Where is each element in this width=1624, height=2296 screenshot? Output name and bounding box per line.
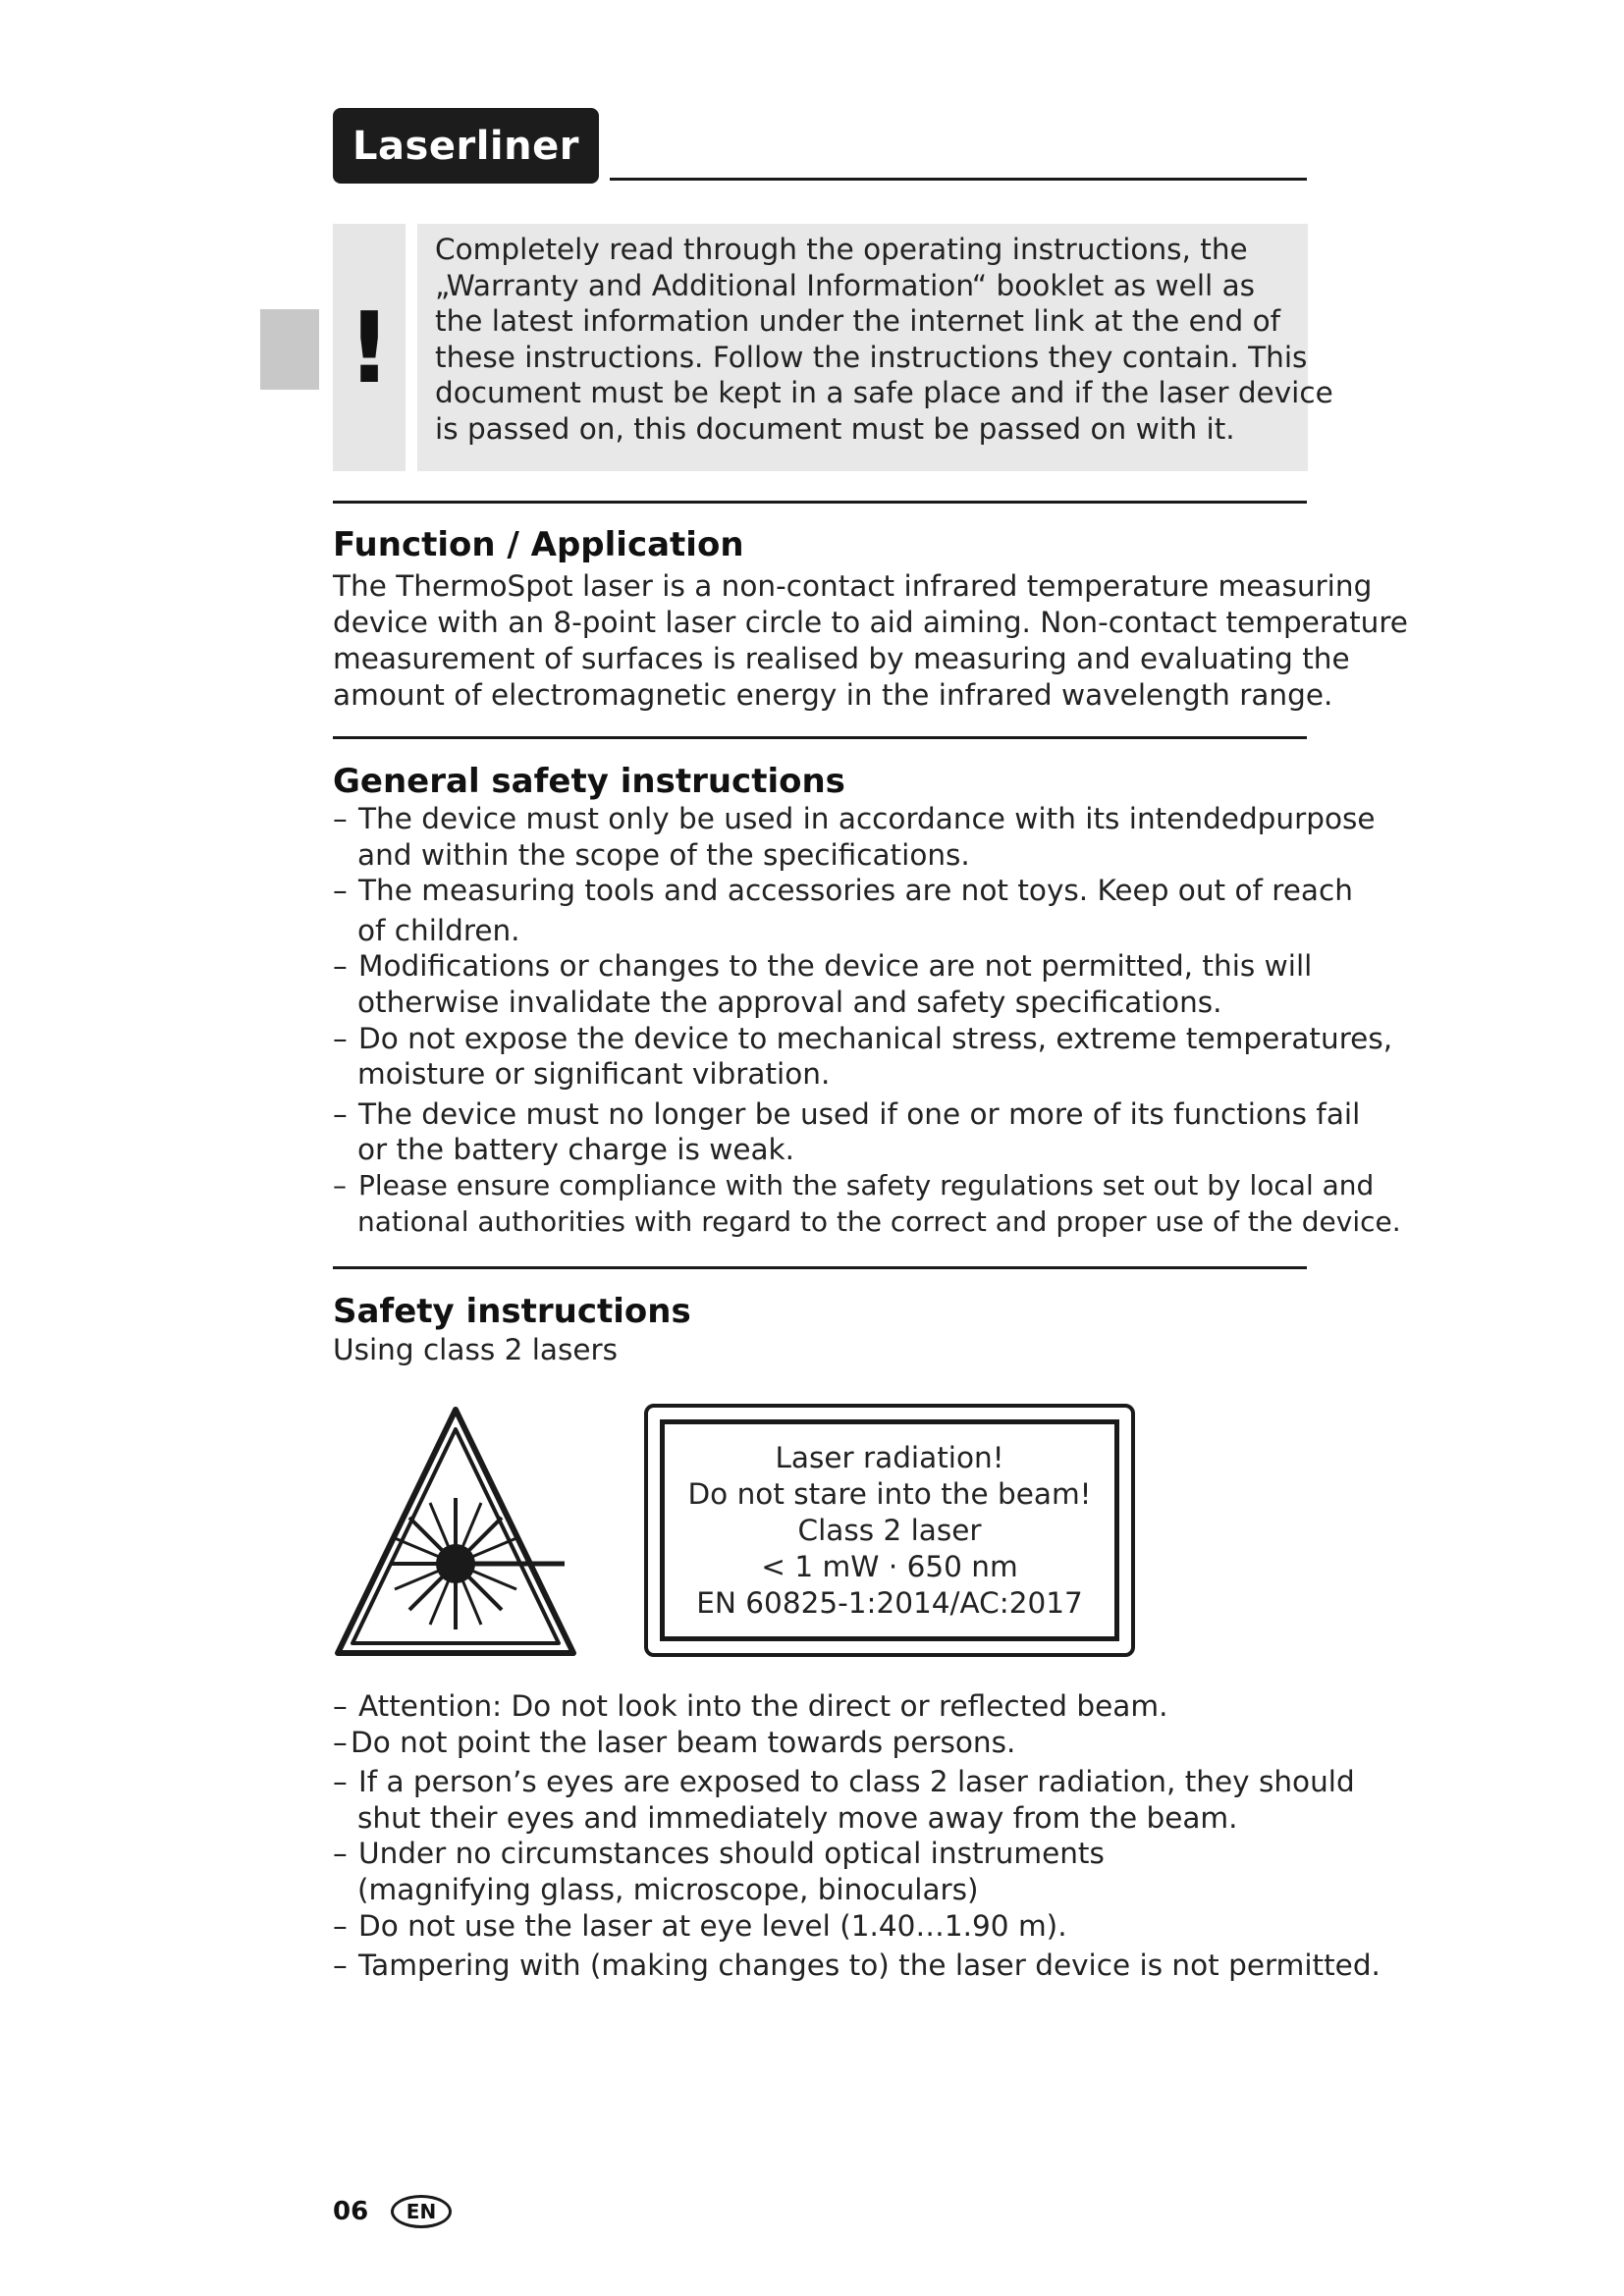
- function-line: measurement of surfaces is realised by measuring and evaluating the: [333, 642, 1350, 675]
- list-item-line: If a person’s eyes are exposed to class 2 laser radiation, they should: [358, 1765, 1355, 1799]
- notice-line: is passed on, this document must be passed on with it.: [435, 411, 1235, 446]
- list-item-line: Do not point the laser beam towards persons.: [351, 1725, 1016, 1759]
- list-item: [333, 1764, 1380, 1836]
- list-item-line: (magnifying glass, microscope, binoculars): [357, 1872, 979, 1906]
- notice-line: the latest information under the internet link at the end of: [435, 304, 1281, 339]
- list-item-line: Do not use the laser at eye level (1.40…1.90 m).: [358, 1908, 1067, 1943]
- notice-line: document must be kept in a safe place and if the laser device: [435, 376, 1333, 410]
- list-item: [333, 1688, 1380, 1725]
- list-item-line: The device must no longer be used if one or more of its functions fail: [358, 1096, 1361, 1131]
- list-item-line: or the battery charge is weak.: [357, 1133, 795, 1167]
- function-line: device with an 8-point laser circle to aid aiming. Non-contact temperature: [333, 606, 1408, 639]
- function-text: [333, 568, 1408, 714]
- safety-heading: Safety instructions: [333, 1292, 691, 1331]
- list-item-line: Modifications or changes to the device are not permitted, this will: [358, 949, 1313, 984]
- laser-warning-triangle-icon: [333, 1404, 578, 1661]
- list-dash: –: [333, 802, 348, 835]
- section-divider: [333, 501, 1307, 504]
- list-dash: –: [333, 1949, 348, 1983]
- list-item: [333, 1021, 1401, 1093]
- function-line: amount of electromagnetic energy in the infrared wavelength range.: [333, 678, 1333, 712]
- list-item-line: Do not expose the device to mechanical stress, extreme temperatures,: [358, 1021, 1393, 1055]
- list-dash: –: [333, 1021, 348, 1055]
- list-item-line: Under no circumstances should optical instruments: [358, 1837, 1105, 1871]
- function-line: The ThermoSpot laser is a non-contact infrared temperature measuring: [333, 569, 1373, 603]
- list-item: [333, 1948, 1380, 1984]
- list-item-line: Tampering with (making changes to) the laser device is not permitted.: [358, 1949, 1380, 1983]
- section-divider: [333, 1266, 1307, 1269]
- label-line: EN 60825-1:2014/AC:2017: [696, 1585, 1083, 1620]
- notice-line: „Warranty and Additional Information“ booklet as well as: [435, 268, 1256, 302]
- function-heading: Function / Application: [333, 525, 744, 564]
- list-item: [333, 801, 1401, 873]
- list-item: [333, 948, 1401, 1020]
- list-item-line: shut their eyes and immediately move away from the beam.: [357, 1800, 1238, 1835]
- list-dash: –: [333, 874, 348, 908]
- list-item-line: The device must only be used in accordance with its intendedpurpose: [358, 802, 1376, 835]
- list-dash: –: [333, 1908, 348, 1943]
- safety-subtitle: Using class 2 lasers: [333, 1333, 619, 1366]
- notice-box: [417, 224, 1333, 471]
- list-item: [333, 1725, 1380, 1761]
- list-dash: –: [333, 1765, 348, 1799]
- list-item: [333, 1096, 1401, 1168]
- list-item: [333, 1908, 1380, 1945]
- safety-list: [333, 1688, 1380, 1984]
- label-line: Do not stare into the beam!: [687, 1476, 1092, 1511]
- list-item: [333, 1836, 1380, 1907]
- general-safety-heading: General safety instructions: [333, 762, 845, 801]
- list-dash: –: [333, 1096, 348, 1131]
- list-dash: –: [333, 1689, 348, 1723]
- list-item-line: national authorities with regard to the correct and proper use of the device.: [357, 1204, 1401, 1238]
- label-line: < 1 mW · 650 nm: [761, 1549, 1018, 1583]
- list-dash: –: [333, 1168, 347, 1201]
- label-line: Class 2 laser: [797, 1513, 982, 1547]
- laser-class-label: [644, 1404, 1135, 1657]
- page-number: 06: [333, 2197, 369, 2226]
- list-item-line: moisture or significant vibration.: [357, 1057, 831, 1092]
- list-dash: –: [333, 1837, 348, 1871]
- list-item-line: Please ensure compliance with the safety regulations set out by local and: [358, 1168, 1375, 1201]
- section-divider: [333, 736, 1307, 739]
- list-item-line: and within the scope of the specifications.: [357, 837, 970, 872]
- notice-line: these instructions. Follow the instructions they contain. This: [435, 340, 1308, 374]
- list-item-line: The measuring tools and accessories are not toys. Keep out of reach: [358, 874, 1353, 908]
- header-rule: [610, 178, 1307, 181]
- warning-exclamation-icon: !: [333, 224, 406, 471]
- general-safety-list: [333, 801, 1401, 1240]
- list-item: [333, 1168, 1401, 1240]
- side-tab-marker: [260, 309, 319, 390]
- list-dash: –: [333, 949, 348, 984]
- notice-line: Completely read through the operating instructions, the: [435, 233, 1248, 266]
- list-item: [333, 873, 1401, 948]
- language-badge: EN: [391, 2195, 452, 2228]
- list-dash: –: [333, 1725, 348, 1759]
- label-line: Laser radiation!: [775, 1440, 1004, 1474]
- list-item-line: of children.: [357, 913, 520, 947]
- list-item-line: otherwise invalidate the approval and safety specifications.: [357, 985, 1222, 1019]
- list-item-line: Attention: Do not look into the direct or reflected beam.: [358, 1689, 1168, 1723]
- brand-logo: Laserliner: [333, 108, 599, 184]
